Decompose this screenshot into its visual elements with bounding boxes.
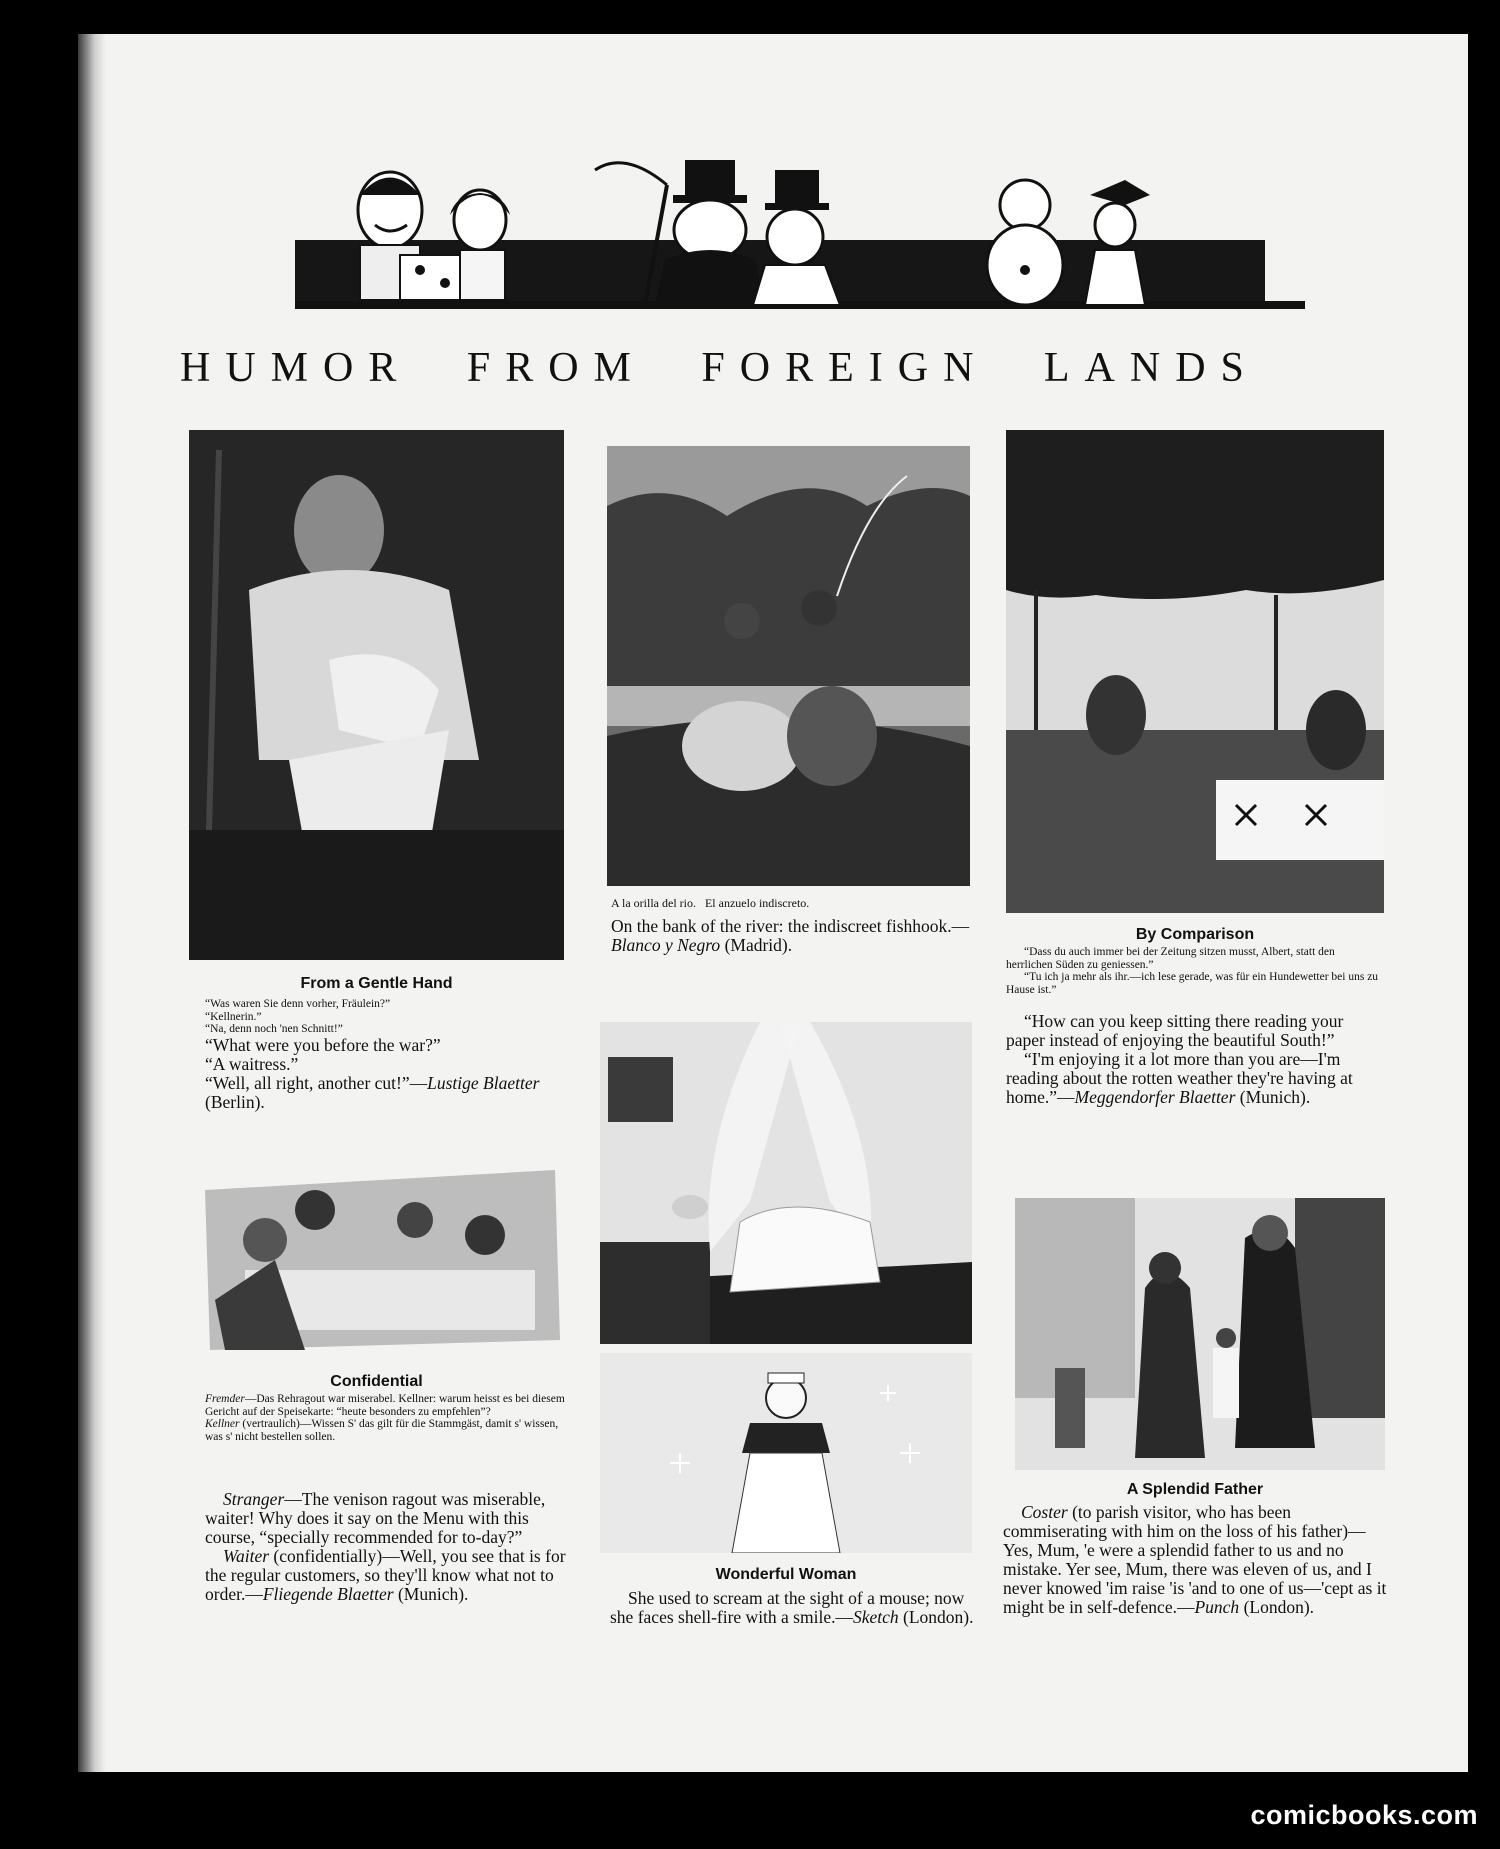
- gentle-hand-english: [205, 1036, 567, 1112]
- german-line: [205, 1418, 567, 1443]
- english-line: [611, 917, 973, 955]
- english-line: “What were you before the war?”: [205, 1035, 441, 1055]
- source-place: (London).: [898, 1607, 974, 1627]
- confidential-german: [205, 1393, 567, 1443]
- english-line: “How can you keep sitting there reading your paper instead of enjoying the beautiful South!”: [1006, 1011, 1344, 1050]
- german-line: “Na, denn noch 'nen Schnitt!”: [205, 1023, 343, 1035]
- english-line: “A waitress.”: [205, 1054, 299, 1074]
- source-place: (London).: [1239, 1597, 1315, 1617]
- father-text: [1003, 1503, 1389, 1617]
- quote-text: (to parish visitor, who has been commiserating with him on the loss of his father)—Yes, Mum, 'e were a splendid father to us and no mistake. Yer see, Mum, there was eleven of us, and I never knowed 'im raise 'is 'and to one of us—'cept as it might be in self-defence.—: [1003, 1502, 1387, 1617]
- source-place: (Munich).: [1235, 1087, 1311, 1107]
- english-line: [205, 1490, 567, 1547]
- wonderful-title: Wonderful Woman: [715, 1566, 857, 1583]
- comparison-illustration: [1006, 430, 1384, 913]
- source-name: Sketch: [852, 1607, 899, 1627]
- gentle-hand-title: From a Gentle Hand: [300, 975, 453, 992]
- caricature-header-illustration: [295, 155, 1305, 315]
- german-text: —Das Rehragout war miserabel. Kellner: warum heisst es bei diesem Gericht auf der Speisekarte: “heute besonders zu empfehlen”?: [205, 1393, 565, 1418]
- source-name: Punch: [1194, 1597, 1240, 1617]
- gentle-hand-illustration: [189, 430, 564, 960]
- quote-text: (confidentially)—Well, you see that is for the regular customers, so they'll know what not to order.—: [205, 1546, 566, 1604]
- quote-text: On the bank of the river: the indiscreet fishhook.—: [611, 916, 970, 936]
- source-name: Lustige Blaetter: [427, 1073, 540, 1093]
- speaker-name: Stranger: [223, 1489, 285, 1509]
- comparison-german: [1006, 946, 1384, 996]
- site-watermark: comicbooks.com: [1250, 1800, 1478, 1830]
- father-illustration: [1015, 1198, 1385, 1470]
- quote-text: “Well, all right, another cut!”—: [205, 1073, 428, 1093]
- quote-text: “I'm enjoying it a lot more than you are—I'm reading about the rotten weather they're having at home.”—: [1006, 1049, 1353, 1107]
- quote-text: —The venison ragout was miserable, waiter! Why does it say on the Menu with this course, “specially recommended for to-day?”: [205, 1489, 546, 1547]
- german-line: “Tu ich ja mehr als ihr.—ich lese gerade, was für ein Hundewetter bei uns zu Hause ist.”: [1006, 971, 1379, 996]
- source-place: (Madrid).: [720, 935, 793, 955]
- confidential-title: Confidential: [330, 1373, 423, 1390]
- source-name: Blanco y Negro: [611, 935, 721, 955]
- river-spanish: A la orilla del rio. El anzuelo indiscreto.: [611, 896, 810, 910]
- confidential-english: [205, 1490, 567, 1604]
- comparison-english: [1006, 1012, 1386, 1107]
- source-name: Fliegende Blaetter: [262, 1584, 394, 1604]
- english-line: [1006, 1050, 1386, 1107]
- gentle-hand-german: [205, 998, 565, 1036]
- page-gutter-shadow: [78, 34, 106, 1772]
- speaker-name: Fremder: [205, 1393, 245, 1405]
- german-line: [205, 1393, 567, 1418]
- source-place: (Munich).: [393, 1584, 469, 1604]
- german-line: “Dass du auch immer bei der Zeitung sitzen musst, Albert, statt den herrlichen Süden zu geniessen.”: [1006, 946, 1335, 971]
- confidential-illustration: [195, 1150, 565, 1360]
- source-place: (Berlin).: [205, 1092, 265, 1112]
- english-line: [1003, 1503, 1389, 1617]
- german-line: “Was waren Sie denn vorher, Fräulein?”: [205, 998, 391, 1010]
- speaker-name: Coster: [1021, 1502, 1068, 1522]
- german-line: “Kellnerin.”: [205, 1010, 262, 1023]
- english-line: [205, 1074, 567, 1112]
- river-english: [611, 917, 973, 955]
- wonderful-text: [610, 1589, 978, 1627]
- page-title: HUMOR FROM FOREIGN LANDS: [180, 345, 1259, 391]
- english-line: [610, 1589, 978, 1627]
- bedroom-illustration: [600, 1022, 972, 1344]
- comparison-title: By Comparison: [1135, 926, 1255, 943]
- river-illustration: [607, 446, 970, 886]
- german-text: (vertraulich)—Wissen S' das gilt für die Stammgäst, damit s' wissen, was s' nicht bestellen sollen.: [205, 1418, 559, 1443]
- source-name: Meggendorfer Blaetter: [1074, 1087, 1236, 1107]
- father-title: A Splendid Father: [1126, 1481, 1264, 1498]
- speaker-name: Kellner: [205, 1418, 240, 1430]
- nurse-illustration: [600, 1353, 972, 1553]
- quote-text: She used to scream at the sight of a mouse; now she faces shell-fire with a smile.—: [610, 1588, 965, 1627]
- speaker-name: Waiter: [223, 1546, 270, 1566]
- english-line: [205, 1547, 567, 1604]
